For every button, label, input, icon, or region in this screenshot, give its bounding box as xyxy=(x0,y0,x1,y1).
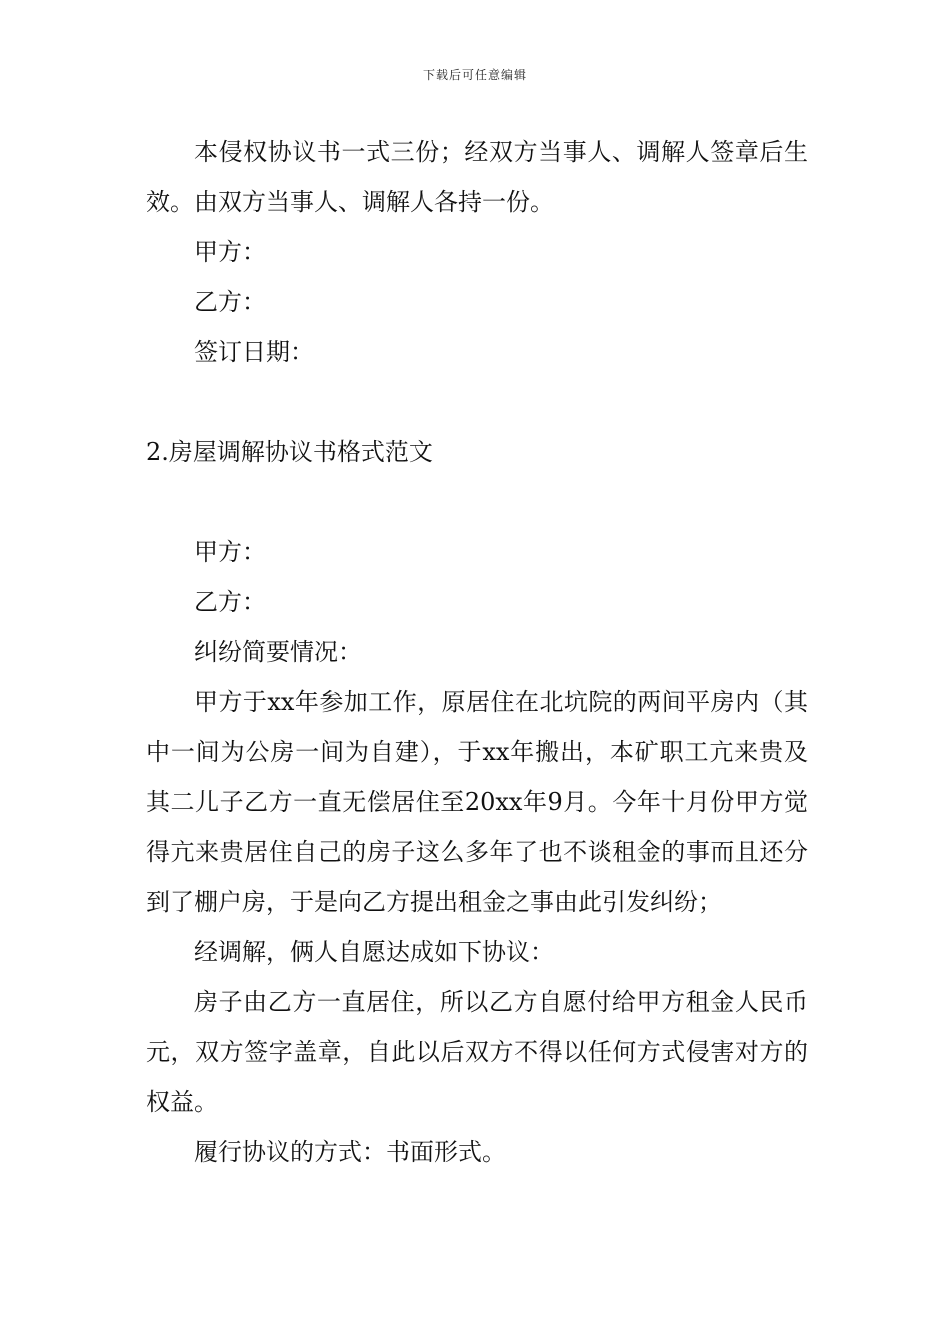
section-heading: 2.房屋调解协议书格式范文 xyxy=(146,438,433,466)
party-a-label-2: 甲方： xyxy=(194,538,266,566)
document-body xyxy=(146,127,808,1177)
spacer xyxy=(146,377,808,427)
party-b-label: 乙方： xyxy=(194,288,266,316)
copies-clause-paragraph: 本侵权协议书一式三份；经双方当事人、调解人签章后生效。由双方当事人、调解人各持一份。 xyxy=(146,138,808,216)
dispute-summary-paragraph: 甲方于xx年参加工作，原居住在北坑院的两间平房内（其中一间为公房一间为自建），于xx年搬出，本矿职工亢来贵及其二儿子乙方一直无偿居住至20xx年9月。今年十月份甲方觉得亢来贵居住自己的房子这么多年了也不谈租金的事而且还分到了棚户房，于是向乙方提出租金之事由此引发纠纷； xyxy=(146,688,808,916)
performance-method: 履行协议的方式：书面形式。 xyxy=(194,1138,506,1166)
mediation-intro: 经调解，俩人自愿达成如下协议： xyxy=(194,938,554,966)
page-header-watermark: 下载后可任意编辑 xyxy=(422,68,527,82)
spacer xyxy=(146,477,808,527)
party-a-label: 甲方： xyxy=(194,238,266,266)
agreement-paragraph: 房子由乙方一直居住，所以乙方自愿付给甲方租金人民币元，双方签字盖章，自此以后双方不得以任何方式侵害对方的权益。 xyxy=(146,988,808,1116)
dispute-summary-label: 纠纷简要情况： xyxy=(194,638,362,666)
party-b-label-2: 乙方： xyxy=(194,588,266,616)
sign-date-label: 签订日期： xyxy=(194,338,314,366)
